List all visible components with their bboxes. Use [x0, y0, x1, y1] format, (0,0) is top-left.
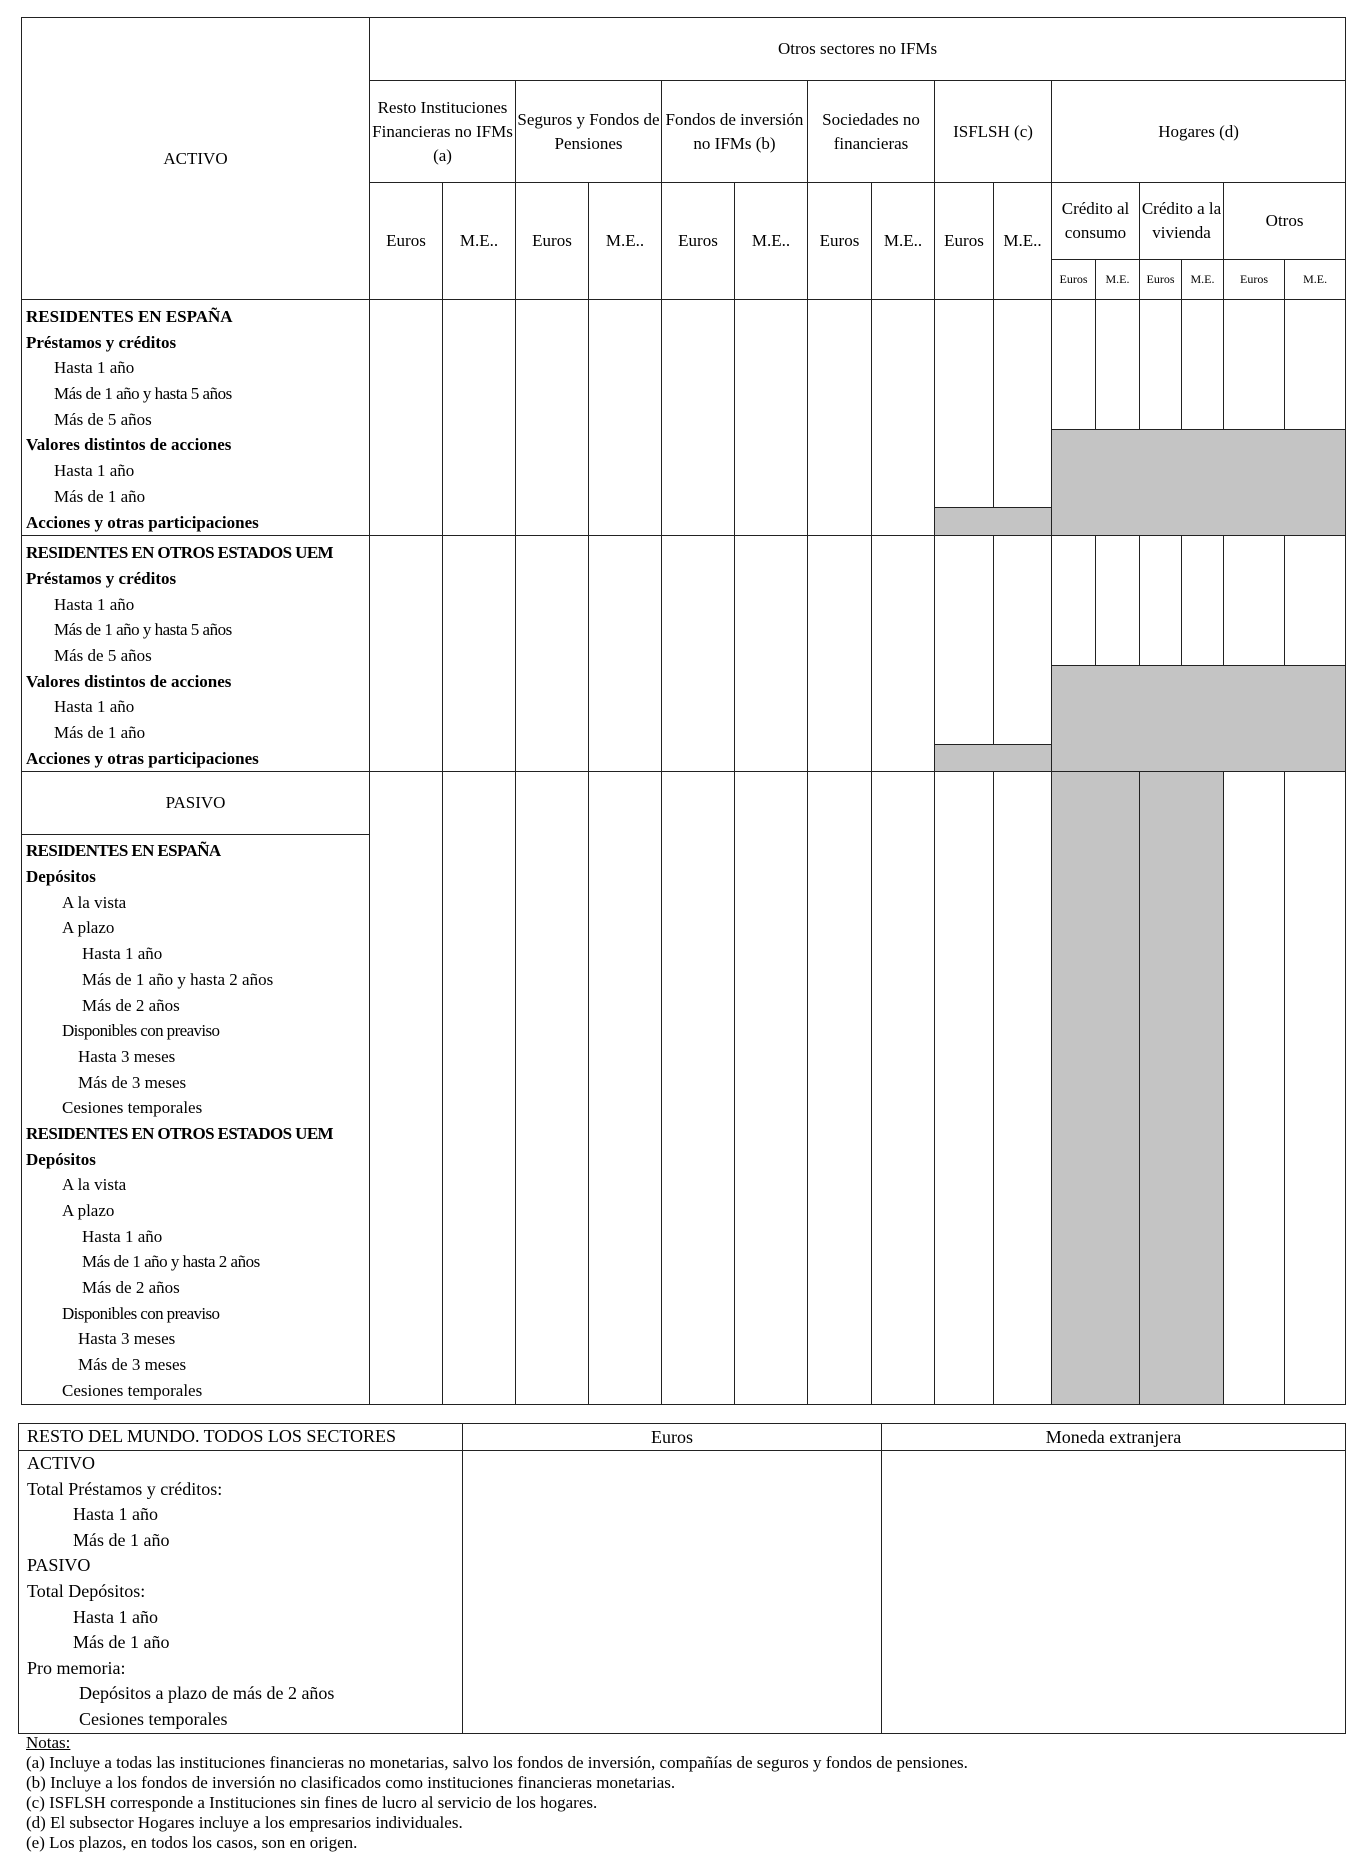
hogares-credito-consumo: Crédito al consumo — [1052, 183, 1140, 260]
sector-header-fondos: Fondos de inversión no IFMs (b) — [662, 81, 808, 183]
note-item: (d) El subsector Hogares incluye a los empresarios individuales. — [26, 1813, 463, 1832]
data-cell[interactable] — [589, 772, 662, 1404]
data-cell[interactable] — [872, 300, 935, 536]
row-label: Más de 3 meses — [78, 1355, 187, 1375]
data-cell[interactable] — [1140, 300, 1182, 430]
col-euros: Euros — [370, 183, 443, 300]
row-label: Más de 3 meses — [78, 1072, 187, 1092]
rm-labels — [19, 1451, 463, 1734]
data-cell[interactable] — [1052, 300, 1096, 430]
notes-title: Notas: — [26, 1733, 71, 1752]
rm-row-label: PASIVO — [27, 1555, 91, 1576]
rm-row-label: Más de 1 año — [73, 1529, 170, 1550]
data-cell[interactable] — [1285, 772, 1346, 1404]
hogares-otros: Otros — [1224, 183, 1346, 260]
rm-row-label: Depósitos a plazo de más de 2 años — [79, 1683, 335, 1704]
data-cell[interactable] — [1224, 772, 1285, 1404]
data-cell[interactable] — [1285, 536, 1346, 666]
col-euros: Euros — [662, 183, 735, 300]
main-table — [21, 17, 1346, 1405]
row-label: Más de 1 año y hasta 2 años — [82, 969, 274, 989]
row-label: Hasta 1 año — [54, 697, 135, 717]
row-label: Más de 2 años — [82, 995, 180, 1015]
row-label: Más de 1 año y hasta 2 años — [82, 1252, 260, 1272]
rm-col-moneda: Moneda extranjera — [882, 1424, 1346, 1451]
sector-header-sociedades: Sociedades no financieras — [808, 81, 935, 183]
data-cell[interactable] — [1140, 536, 1182, 666]
data-cell[interactable] — [935, 772, 994, 1404]
rm-row-label: Más de 1 año — [73, 1632, 170, 1653]
row-label: Más de 5 años — [54, 645, 152, 665]
data-cell[interactable] — [370, 536, 443, 772]
col-me: M.E.. — [589, 183, 662, 300]
row-label: Hasta 1 año — [82, 944, 163, 964]
row-label: RESIDENTES EN OTROS ESTADOS UEM — [26, 543, 334, 563]
col-euros: Euros — [935, 183, 994, 300]
row-label: Hasta 1 año — [54, 461, 135, 481]
row-label: RESIDENTES EN OTROS ESTADOS UEM — [26, 1123, 334, 1143]
row-label: Más de 1 año — [54, 723, 146, 742]
row-label: Más de 5 años — [54, 409, 152, 429]
activo-header: ACTIVO — [22, 18, 370, 300]
row-label: Préstamos y créditos — [26, 332, 177, 352]
row-label: Préstamos y créditos — [26, 568, 177, 588]
data-cell[interactable] — [994, 772, 1052, 1404]
note-item: (b) Incluye a los fondos de inversión no clasificados como instituciones financieras monetarias. — [26, 1773, 676, 1792]
data-cell[interactable] — [516, 772, 589, 1404]
data-cell[interactable] — [808, 772, 872, 1404]
row-label: Más de 1 año y hasta 5 años — [54, 620, 232, 640]
row-label: Más de 1 año — [54, 486, 146, 506]
hogares-credito-vivienda: Crédito a la vivienda — [1140, 183, 1224, 260]
row-label: Más de 1 año y hasta 5 años — [54, 384, 232, 404]
rm-row-label: Total Depósitos: — [27, 1580, 146, 1601]
rm-euros-cell[interactable] — [463, 1451, 882, 1734]
shaded-cell — [1052, 430, 1346, 536]
row-label: Acciones y otras participaciones — [26, 512, 259, 532]
data-cell[interactable] — [370, 772, 443, 1404]
sector-header-seguros: Seguros y Fondos de Pensiones — [516, 81, 662, 183]
shaded-cell — [935, 508, 1052, 536]
data-cell[interactable] — [808, 536, 872, 772]
data-cell[interactable] — [935, 536, 994, 745]
rm-col-euros: Euros — [463, 1424, 882, 1451]
activo-espana-labels — [22, 300, 370, 536]
row-label: Disponibles con preaviso — [62, 1303, 220, 1323]
row-label: Depósitos — [26, 1149, 96, 1169]
data-cell[interactable] — [872, 772, 935, 1404]
data-cell[interactable] — [1224, 536, 1285, 666]
note-item: (c) ISFLSH corresponde a Instituciones sin fines de lucro al servicio de los hogares. — [26, 1793, 598, 1812]
col-me-small: M.E. — [1285, 260, 1346, 300]
col-euros-small: Euros — [1140, 260, 1182, 300]
col-euros-small: Euros — [1052, 260, 1096, 300]
activo-uem-labels — [22, 536, 370, 772]
otros-sectores-header: Otros sectores no IFMs — [370, 18, 1346, 81]
shaded-cell — [935, 745, 1052, 772]
col-me: M.E.. — [872, 183, 935, 300]
rm-row-label: Pro memoria: — [27, 1657, 126, 1678]
data-cell[interactable] — [808, 300, 872, 536]
data-cell[interactable] — [443, 300, 516, 536]
col-euros-small: Euros — [1224, 260, 1285, 300]
shaded-cell — [1052, 772, 1140, 1404]
pasivo-labels — [22, 835, 370, 1404]
data-cell[interactable] — [443, 772, 516, 1404]
row-label: A plazo — [62, 918, 115, 938]
pasivo-header: PASIVO — [22, 772, 370, 835]
shaded-cell — [1140, 772, 1224, 1404]
sector-header-resto: Resto Instituciones Financieras no IFMs (a) — [370, 81, 516, 183]
rm-row-label: ACTIVO — [27, 1453, 95, 1473]
row-label: Depósitos — [26, 867, 96, 887]
row-label: RESIDENTES EN ESPAÑA — [26, 841, 221, 861]
data-cell[interactable] — [994, 536, 1052, 745]
row-label: Hasta 1 año — [82, 1226, 163, 1246]
note-item: (e) Los plazos, en todos los casos, son en origen. — [26, 1833, 358, 1852]
col-me-small: M.E. — [1182, 260, 1224, 300]
col-me: M.E.. — [443, 183, 516, 300]
data-cell[interactable] — [516, 300, 589, 536]
rm-row-label: Hasta 1 año — [73, 1606, 158, 1627]
shaded-cell — [1052, 666, 1346, 772]
rm-row-label: Cesiones temporales — [79, 1708, 228, 1729]
row-label: Cesiones temporales — [62, 1098, 203, 1118]
data-cell[interactable] — [662, 300, 735, 536]
note-item: (a) Incluye a todas las instituciones financieras no monetarias, salvo los fondos de inversión, compañías de seguros y fondos de pensiones. — [26, 1753, 968, 1772]
col-me-small: M.E. — [1096, 260, 1140, 300]
data-cell[interactable] — [443, 536, 516, 772]
data-cell[interactable] — [1182, 300, 1224, 430]
row-label: Valores distintos de acciones — [26, 435, 232, 455]
data-cell[interactable] — [662, 772, 735, 1404]
notes — [26, 1733, 968, 1853]
sector-header-hogares: Hogares (d) — [1052, 81, 1346, 183]
col-me: M.E.. — [735, 183, 808, 300]
col-euros: Euros — [808, 183, 872, 300]
rm-row-label: Hasta 1 año — [73, 1504, 158, 1525]
rm-moneda-cell[interactable] — [882, 1451, 1346, 1734]
rm-row-label: Total Préstamos y créditos: — [27, 1478, 223, 1499]
data-cell[interactable] — [1224, 300, 1285, 430]
row-label: Disponibles con preaviso — [62, 1021, 220, 1041]
resto-del-mundo-table — [18, 1423, 1346, 1734]
row-label: RESIDENTES EN ESPAÑA — [26, 307, 233, 326]
data-cell[interactable] — [516, 536, 589, 772]
row-label: A la vista — [62, 1175, 127, 1195]
col-me: M.E.. — [994, 183, 1052, 300]
data-cell[interactable] — [735, 536, 808, 772]
sector-header-isflsh: ISFLSH (c) — [935, 81, 1052, 183]
row-label: Valores distintos de acciones — [26, 671, 232, 691]
rm-header: RESTO DEL MUNDO. TODOS LOS SECTORES — [19, 1424, 463, 1451]
row-label: Acciones y otras participaciones — [26, 748, 259, 768]
col-euros: Euros — [516, 183, 589, 300]
data-cell[interactable] — [994, 300, 1052, 508]
data-cell[interactable] — [662, 536, 735, 772]
data-cell[interactable] — [872, 536, 935, 772]
data-cell[interactable] — [1096, 536, 1140, 666]
row-label: Cesiones temporales — [62, 1380, 203, 1400]
data-cell[interactable] — [1285, 300, 1346, 430]
row-label: Hasta 1 año — [54, 594, 135, 614]
data-cell[interactable] — [1052, 536, 1096, 666]
row-label: A la vista — [62, 892, 127, 912]
data-cell[interactable] — [1096, 300, 1140, 430]
data-cell[interactable] — [589, 300, 662, 536]
data-cell[interactable] — [735, 300, 808, 536]
row-label: A plazo — [62, 1201, 115, 1220]
row-label: Hasta 3 meses — [78, 1046, 176, 1066]
row-label: Hasta 3 meses — [78, 1329, 176, 1349]
row-label: Más de 2 años — [82, 1278, 180, 1298]
data-cell[interactable] — [935, 300, 994, 508]
data-cell[interactable] — [589, 536, 662, 772]
row-label: Hasta 1 año — [54, 358, 135, 378]
data-cell[interactable] — [735, 772, 808, 1404]
data-cell[interactable] — [1182, 536, 1224, 666]
data-cell[interactable] — [370, 300, 443, 536]
